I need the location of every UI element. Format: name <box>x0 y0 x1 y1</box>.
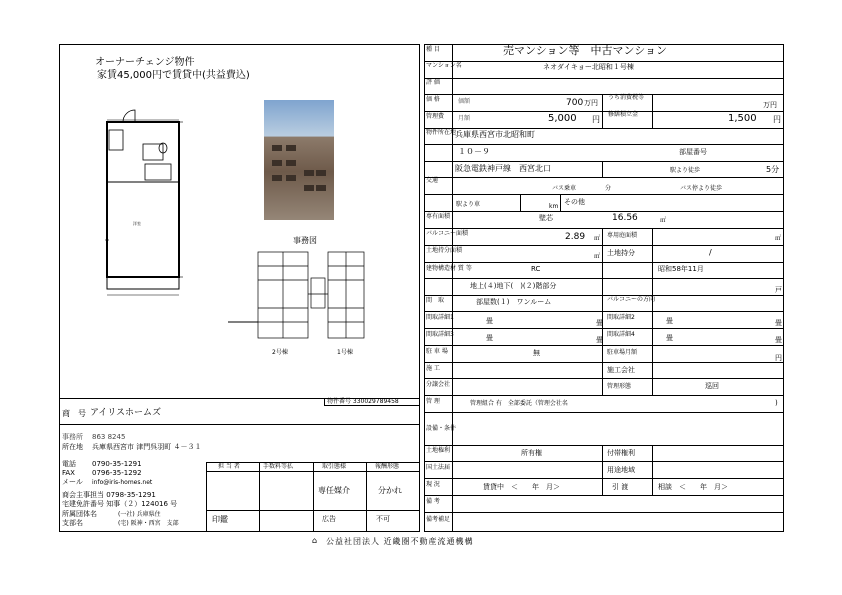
association-label: 所属団体名 <box>62 510 97 518</box>
row-label-area-label: 専有面積 <box>426 213 451 220</box>
fax-value: 0796-35-1292 <box>92 469 142 477</box>
site-plan-title: 事務図 <box>293 236 317 245</box>
other-label: その他 <box>564 198 585 206</box>
area-unit: ㎡ <box>660 217 667 224</box>
bus-walk: バス停より徒歩 <box>680 185 723 192</box>
row-label-name-label: マンション名 <box>426 62 462 69</box>
layout-value: 部屋数(１) ワンルーム <box>476 298 552 306</box>
detail3-jo-b: 畳 <box>596 336 603 344</box>
mgmt-close-paren: ) <box>775 399 778 407</box>
parking-value: 無 <box>533 349 540 357</box>
headline-rent: 家賃45,000円で賃貸中(共益費込) <box>97 70 250 81</box>
row-label-location-label: 物件所在地 <box>426 129 457 136</box>
tel-value: 0790-35-1291 <box>92 460 142 468</box>
detail2-jo-a: 畳 <box>666 317 673 325</box>
type-value: 売マンション等 中古マンション <box>503 44 668 57</box>
company-name: アイリスホームズ <box>90 408 162 418</box>
svg-text:洋室: 洋室 <box>133 221 141 226</box>
balcony-value: 2.89 <box>565 232 586 242</box>
ad-label: 広告 <box>322 515 336 523</box>
area-value: 16.56 <box>612 213 638 223</box>
floors-value: 地上(４)地下( )(２)階部分 <box>470 282 557 290</box>
bus-label: バス乗車 <box>552 185 577 192</box>
detail2-jo-b: 畳 <box>775 319 782 327</box>
private-area-unit: ㎡ <box>775 235 782 242</box>
row-label-builder-label: 施 工 <box>426 365 440 372</box>
location-value: 兵庫県西宮市北昭和町 <box>455 130 535 139</box>
delivery-label: 引 渡 <box>612 483 629 491</box>
tantou-header-1: 手数料等払 <box>263 463 294 470</box>
price-value: 700 <box>566 98 584 108</box>
branch-label: 支部名 <box>62 519 83 527</box>
trade-mode-value: 専任媒介 <box>318 486 350 495</box>
row-label-type-label: 種 目 <box>426 46 440 53</box>
shuzen-value: 1,500 <box>728 113 757 124</box>
row-label-kanri-label: 管理費 <box>426 113 445 120</box>
fee-form-value: 分かれ <box>378 486 402 495</box>
tel-label: 電話 <box>62 460 76 468</box>
price-sub: 価額 <box>458 98 471 105</box>
tax-label: うち消費税等 <box>608 94 645 101</box>
company-label: 商 号 <box>62 409 86 418</box>
row-label-zoning-label: 国土法届 <box>426 464 451 471</box>
row-label-detail4-label: 間取詳細4 <box>607 331 635 338</box>
footer-logo-icon: ⌂ <box>312 536 318 545</box>
building-photo <box>264 100 334 220</box>
ad-value: 不可 <box>376 515 390 523</box>
attached-label: 付帯権利 <box>607 449 635 457</box>
row-label-parking-label: 駐 車 場 <box>426 348 448 355</box>
fax-label: FAX <box>62 469 75 477</box>
detail1-jo-a: 畳 <box>486 317 493 325</box>
row-label-mgmt-company-label: 分譲会社 <box>426 381 451 388</box>
supervisor-line: 商会主事担当 0798-35-1291 <box>62 491 156 499</box>
detail1-jo-b: 畳 <box>596 319 603 327</box>
kanri-value: 5,000 <box>548 113 577 124</box>
row-label-detail2-label: 間取詳細2 <box>607 314 635 321</box>
car-unit: km <box>549 203 559 210</box>
chiban-value: １０－９ <box>458 147 490 156</box>
license-label: 事務所 <box>62 433 83 441</box>
walk-value: 5分 <box>766 165 780 174</box>
direction-label: バルコニーの方向 <box>607 296 656 303</box>
association-value: (一社) 兵庫県住 <box>118 511 161 518</box>
mgmt-value: 管理組合 有 全部委託（管理会社名 <box>470 400 568 407</box>
balcony-unit: ㎡ <box>594 235 601 242</box>
row-label-status-label: 現 況 <box>426 481 440 488</box>
parking-fee-unit: 円 <box>775 354 782 362</box>
registration-line: 宅建免許番号 知事（２）124016 号 <box>62 500 178 508</box>
shuzen-unit: 円 <box>773 115 781 124</box>
row-label-remark-label: 備 考 <box>426 498 440 505</box>
land-unit: ㎡ <box>594 253 601 260</box>
land-right-value: 所有権 <box>521 449 542 457</box>
headline-owner-change: オーナーチェンジ物件 <box>95 57 195 68</box>
land-share-label: 土地持分 <box>607 249 635 257</box>
land-share-value: / <box>709 248 712 257</box>
structure-value: RC <box>531 265 541 273</box>
mail-value[interactable]: info@iris-homes.net <box>92 479 153 486</box>
row-label-layout-label: 間 取 <box>426 297 445 304</box>
sign-label: 印鑑 <box>212 515 228 524</box>
bus-min: 分 <box>605 185 612 192</box>
floor-plan-drawing <box>95 100 185 300</box>
detail4-jo-b: 畳 <box>775 336 782 344</box>
tantou-header-0: 担 当 者 <box>218 463 240 470</box>
building-1-label: 1号棟 <box>337 349 353 356</box>
row-label-remark2-label: 備考補足 <box>426 516 451 523</box>
address-value: 兵庫県西宮市 津門呉羽町 ４－３１ <box>92 443 202 451</box>
building-2-label: 2号棟 <box>272 349 288 356</box>
row-label-traffic-label: 交通 <box>426 177 439 184</box>
price-unit: 万円 <box>584 99 598 107</box>
row-label-detail3-label: 間取詳細3 <box>426 331 454 338</box>
kanri-unit: 円 <box>592 115 600 124</box>
mgmt-form-value: 巡回 <box>705 382 719 390</box>
builder-company-label: 施工会社 <box>607 366 635 374</box>
tantou-header-3: 報酬形態 <box>375 463 400 470</box>
branch-value: (宅) 阪神・西宮 支部 <box>118 520 179 527</box>
units-unit: 戸 <box>775 286 782 294</box>
detail4-jo-a: 畳 <box>666 334 673 342</box>
row-label-facilities-label: 設備・条件 <box>426 425 457 432</box>
mail-label: メール <box>62 478 83 486</box>
kanri-sub: 月額 <box>458 115 471 122</box>
room-label: 部屋番号 <box>679 148 707 156</box>
row-label-balcony-label: バルコニー面積 <box>426 230 469 237</box>
mgmt-form-label: 管理形態 <box>607 383 632 390</box>
property-number: 物件番号 330029789458 <box>327 398 399 405</box>
walk-label: 駅より徒歩 <box>670 167 701 174</box>
parking-fee-label: 駐車場月額 <box>607 349 638 356</box>
delivery-value: 相談 ＜ 年 月＞ <box>658 483 728 491</box>
area-sub: 壁芯 <box>539 214 553 222</box>
row-label-detail1-label: 間取詳細1 <box>426 314 454 321</box>
address-label: 所在地 <box>62 443 83 451</box>
shuzen-label: 修繕積立金 <box>608 111 639 118</box>
built-value: 昭和58年11月 <box>658 265 704 273</box>
row-label-structure-label: 建物構造材 質 等 <box>426 265 472 272</box>
tax-unit: 万円 <box>763 101 777 109</box>
row-label-land-label: 土地持分面積 <box>426 247 463 254</box>
detail3-jo-a: 畳 <box>486 334 493 342</box>
private-area-label: 専用庭面積 <box>607 232 638 239</box>
tantou-header-2: 取引態様 <box>322 463 347 470</box>
row-label-koushuu-label: 評 価 <box>426 79 440 86</box>
row-label-price-label: 価 格 <box>426 96 440 103</box>
license-value: 863 8245 <box>92 433 126 441</box>
row-label-mgmt-label: 管 理 <box>426 398 440 405</box>
use-label: 用途地域 <box>607 466 635 474</box>
row-label-land-right-label: 土地権利 <box>426 447 451 454</box>
site-plan-drawing <box>228 248 368 348</box>
car-label: 駅より車 <box>456 201 481 208</box>
name-value: ネオダイキョー北昭和１号棟 <box>543 63 634 71</box>
status-value: 賃貸中 ＜ 年 月＞ <box>483 483 560 491</box>
station-value: 阪急電鉄神戸線 西宮北口 <box>455 164 551 173</box>
footer-organization: 公益社団法人 近畿圏不動産流通機構 <box>326 537 474 546</box>
